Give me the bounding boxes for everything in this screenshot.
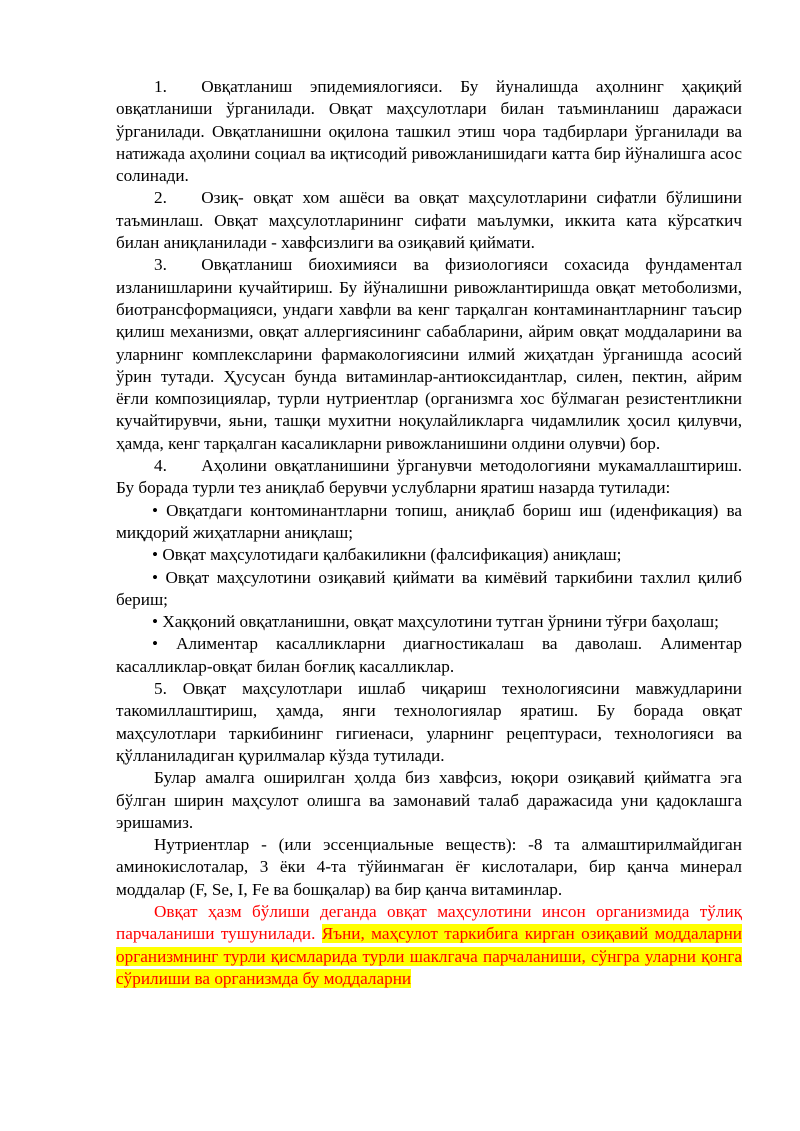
paragraph-1: 1. Овқатланиш эпидемиялогияси. Бу йуналишда аҳолнинг ҳақиқий овқатланиши ўрганилади. Овқат маҳсулотлари билан таъминланиш даражаси ўрганилади. Овқатланишни оқилона ташкил этиш чора тадбирлари ўрганилади ва натижада аҳолини социал ва иқтисодий ривожланишидаги катта бир йўналишга асос солинади.: [116, 77, 742, 186]
bullet-item: • Алиментар касалликларни диагностикалаш ва даволаш. Алиментар касалликлар-овқат билан боғлиқ касалликлар.: [116, 634, 742, 676]
paragraph-nutrients: Нутриентлар - (или эссенциальные веществ): -8 та алмаштирилмайдиган аминокислоталар, 3 ёки 4-та тўйинмаган ёғ кислоталари, бир қанча минерал моддалар (F, Se, I, Fe ва бошқалар) ва бир қанча витаминлар.: [116, 835, 742, 899]
bullet-item: • Овқатдаги контоминантларни топиш, аниқлаб бориш иш (иденфикация) ва миқдорий жиҳатларни аниқлаш;: [116, 500, 742, 542]
document-page: [116, 76, 742, 990]
paragraph-digestion: [116, 901, 742, 990]
bullet-item: • Овқат маҳсулотидаги қалбакиликни (фалсификация) аниқлаш;: [152, 545, 622, 565]
red-text: Овқат ҳазм бўлиши деганда овқат маҳсулотини инсон организмида тўлиқ парчаланиши тушунилади.: [116, 901, 742, 944]
bullet-item: • Овқат маҳсулотини озиқавий қиймати ва кимёвий таркибини тахлил қилиб бериш;: [116, 567, 742, 609]
bullet-item: • Хаққоний овқатланишни, овқат маҳсулотини тутган ўрнини тўғри баҳолаш;: [152, 612, 719, 632]
paragraph-conclusion: Булар амалга оширилган ҳолда биз хавфсиз, юқори озиқавий қийматга эга бўлган ширин маҳсулот олишга ва замонавий талаб даражасида уни қадоклашга эришамиз.: [116, 768, 742, 832]
paragraph-4: 4. Аҳолини овқатланишини ўрганувчи методологияни мукамаллаштириш. Бу борада турли тез аниқлаб берувчи услубларни яратиш назарда тутилади:: [116, 456, 742, 498]
highlighted-text: Яъни, маҳсулот таркибига кирган озиқавий моддаларни организмнинг турли қисмларида турли шаклгача парчаланиши, сўнгра уларни қонга сўрилиши ва организмда бу моддаларни: [116, 924, 742, 988]
paragraph-5: 5. Овқат маҳсулотлари ишлаб чиқариш технологиясини мавжудларини такомиллаштириш, ҳамда, янги технологиялар яратиш. Бу борада овқат маҳсулотлари таркибининг гигиенаси, уларнинг рецептураси, технологияси ва қўлланиладиган қурилмалар кўзда тутилади.: [116, 679, 742, 765]
paragraph-2: 2. Озиқ- овқат хом ашёси ва овқат маҳсулотларини сифатли бўлишини таъминлаш. Овқат маҳсулотларининг сифати маълумки, иккита ката кўрсаткич билан аниқланилади - хавфсизлиги ва озиқавий қиймати.: [116, 188, 742, 253]
paragraph-3: 3. Овқатланиш биохимияси ва физиологияси сохасида фундаментал изланишларини кучайтириш. Бу йўналишни ривожлантиришда овқат метоболизми, биотрансформацияси, ундаги хавфли ва кенг тарқалган контаминантларнинг таъсир қилиш механизми, овқат аллергиясининг сабабларини, айрим овқат моддаларини ва уларнинг комплексларини фармакологиясини илмий жиҳатдан ўрганишда асосий ўрин тутади. Ҳусусан бунда витаминлар-антиоксидантлар, силен, пектин, айрим ёғли композициялар, турли нутриентлар (организмга хос бўлмаган резистентликни кучайтирувчи, яьни, ташқи мухитни ноқулайликларга чидамлилик ҳосил қилувчи, ҳамда, кенг тарқалган касаликларни ривожланишини олдини олувчи) бор.: [116, 255, 742, 453]
